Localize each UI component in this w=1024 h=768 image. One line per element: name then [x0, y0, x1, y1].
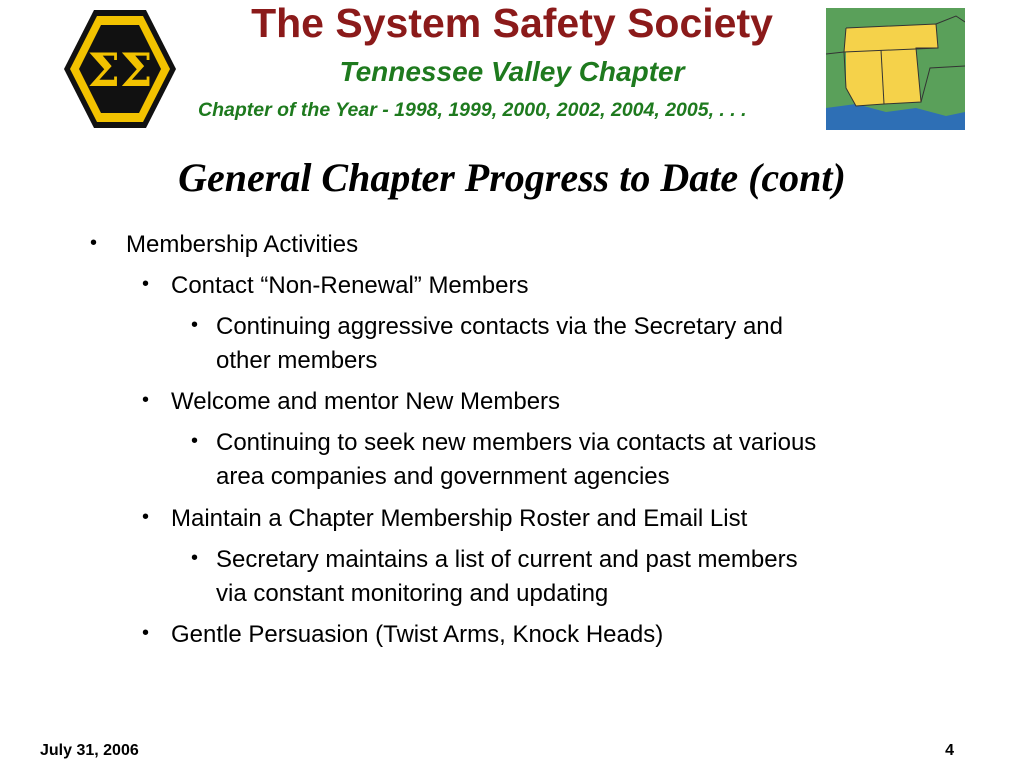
slide-title: General Chapter Progress to Date (cont)	[178, 155, 846, 200]
list-item: Continuing aggressive contacts via the Secretary and	[216, 313, 783, 340]
list-item: Gentle Persuasion (Twist Arms, Knock Heads)	[171, 621, 664, 648]
bullet-icon: •	[142, 273, 150, 295]
bullet-icon: •	[142, 506, 150, 528]
bullet-icon: •	[142, 622, 150, 644]
page-number: 4	[945, 742, 954, 759]
list-item: Maintain a Chapter Membership Roster and Email List	[171, 505, 748, 532]
list-item: Secretary maintains a list of current and past members	[216, 546, 798, 573]
list-item-continuation: other members	[216, 347, 378, 374]
list-item-continuation: via constant monitoring and updating	[216, 580, 609, 607]
list-item-continuation: area companies and government agencies	[216, 463, 670, 490]
bullet-icon: •	[191, 314, 199, 336]
bullet-icon: •	[191, 430, 199, 452]
bullet-icon: •	[90, 232, 98, 254]
org-name: The System Safety Society	[251, 0, 773, 46]
svg-text:ΣΣ: ΣΣ	[87, 43, 153, 97]
list-item: Contact “Non-Renewal” Members	[171, 272, 529, 299]
list-item: Continuing to seek new members via contacts at various	[216, 429, 817, 456]
list-item: Membership Activities	[126, 231, 359, 258]
award-line: Chapter of the Year - 1998, 1999, 2000, 2002, 2004, 2005, . . .	[198, 99, 747, 121]
bullet-icon: •	[191, 547, 199, 569]
tennessee-valley-region-map	[826, 8, 965, 130]
bullet-icon: •	[142, 389, 150, 411]
list-item: Welcome and mentor New Members	[171, 388, 561, 415]
chapter-name: Tennessee Valley Chapter	[339, 56, 685, 87]
footer-date: July 31, 2006	[40, 742, 139, 759]
